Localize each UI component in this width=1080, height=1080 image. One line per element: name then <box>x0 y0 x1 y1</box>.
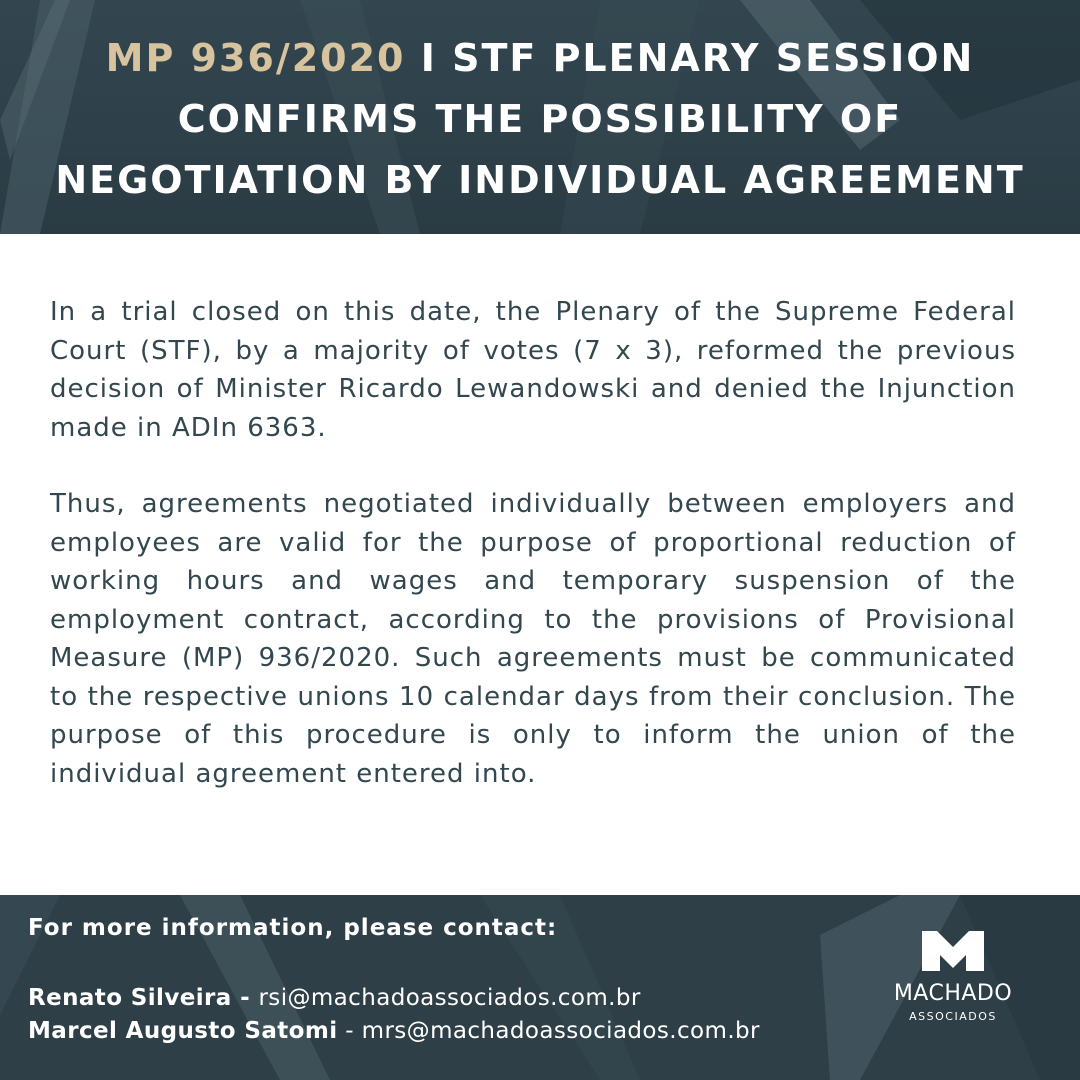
title-rest: I STF PLENARY SESSION CONFIRMS THE POSSIBILITY OF NEGOTIATION BY INDIVIDUAL AGREEMENT <box>55 36 1025 202</box>
contact-line <box>28 985 641 1011</box>
contact-separator: - <box>337 1018 362 1044</box>
contact-separator: - <box>231 985 259 1011</box>
contact-email-link[interactable]: rsi@machadoassociados.com.br <box>258 985 641 1011</box>
contact-heading: For more information, please contact: <box>28 915 558 941</box>
paragraph: Thus, agreements negotiated individually between employers and employees are valid for the purpose of proportional reduction of working hours and wages and temporary suspension of the employment contract, according to the provisions of Provisional Measure (MP) 936/2020. Such agreements must be communicated to the respective unions 10 calendar days from their conclusion. The purpose of this procedure is only to inform the union of the individual agreement entered into. <box>50 489 1016 789</box>
contact-line <box>28 1018 760 1044</box>
page-title <box>40 28 1040 211</box>
title-accent: MP 936/2020 <box>105 36 406 80</box>
contact-name: Renato Silveira <box>28 985 232 1011</box>
machado-m-logo-icon <box>922 931 984 971</box>
footer-contact-banner <box>0 895 1080 1080</box>
header-banner <box>0 0 1080 234</box>
logo-name: MACHADO <box>893 981 1013 1006</box>
contact-email-link[interactable]: mrs@machadoassociados.com.br <box>361 1018 760 1044</box>
contact-name: Marcel Augusto Satomi <box>28 1018 338 1044</box>
article-body <box>50 293 1016 793</box>
machado-associados-logo <box>880 931 1026 1041</box>
paragraph: In a trial closed on this date, the Plenary of the Supreme Federal Court (STF), by a majority of votes (7 x 3), reformed the previous decision of Minister Ricardo Lewandowski and denied the Injunction made in ADIn 6363. <box>50 297 1016 443</box>
logo-subtitle: ASSOCIADOS <box>909 1010 997 1023</box>
